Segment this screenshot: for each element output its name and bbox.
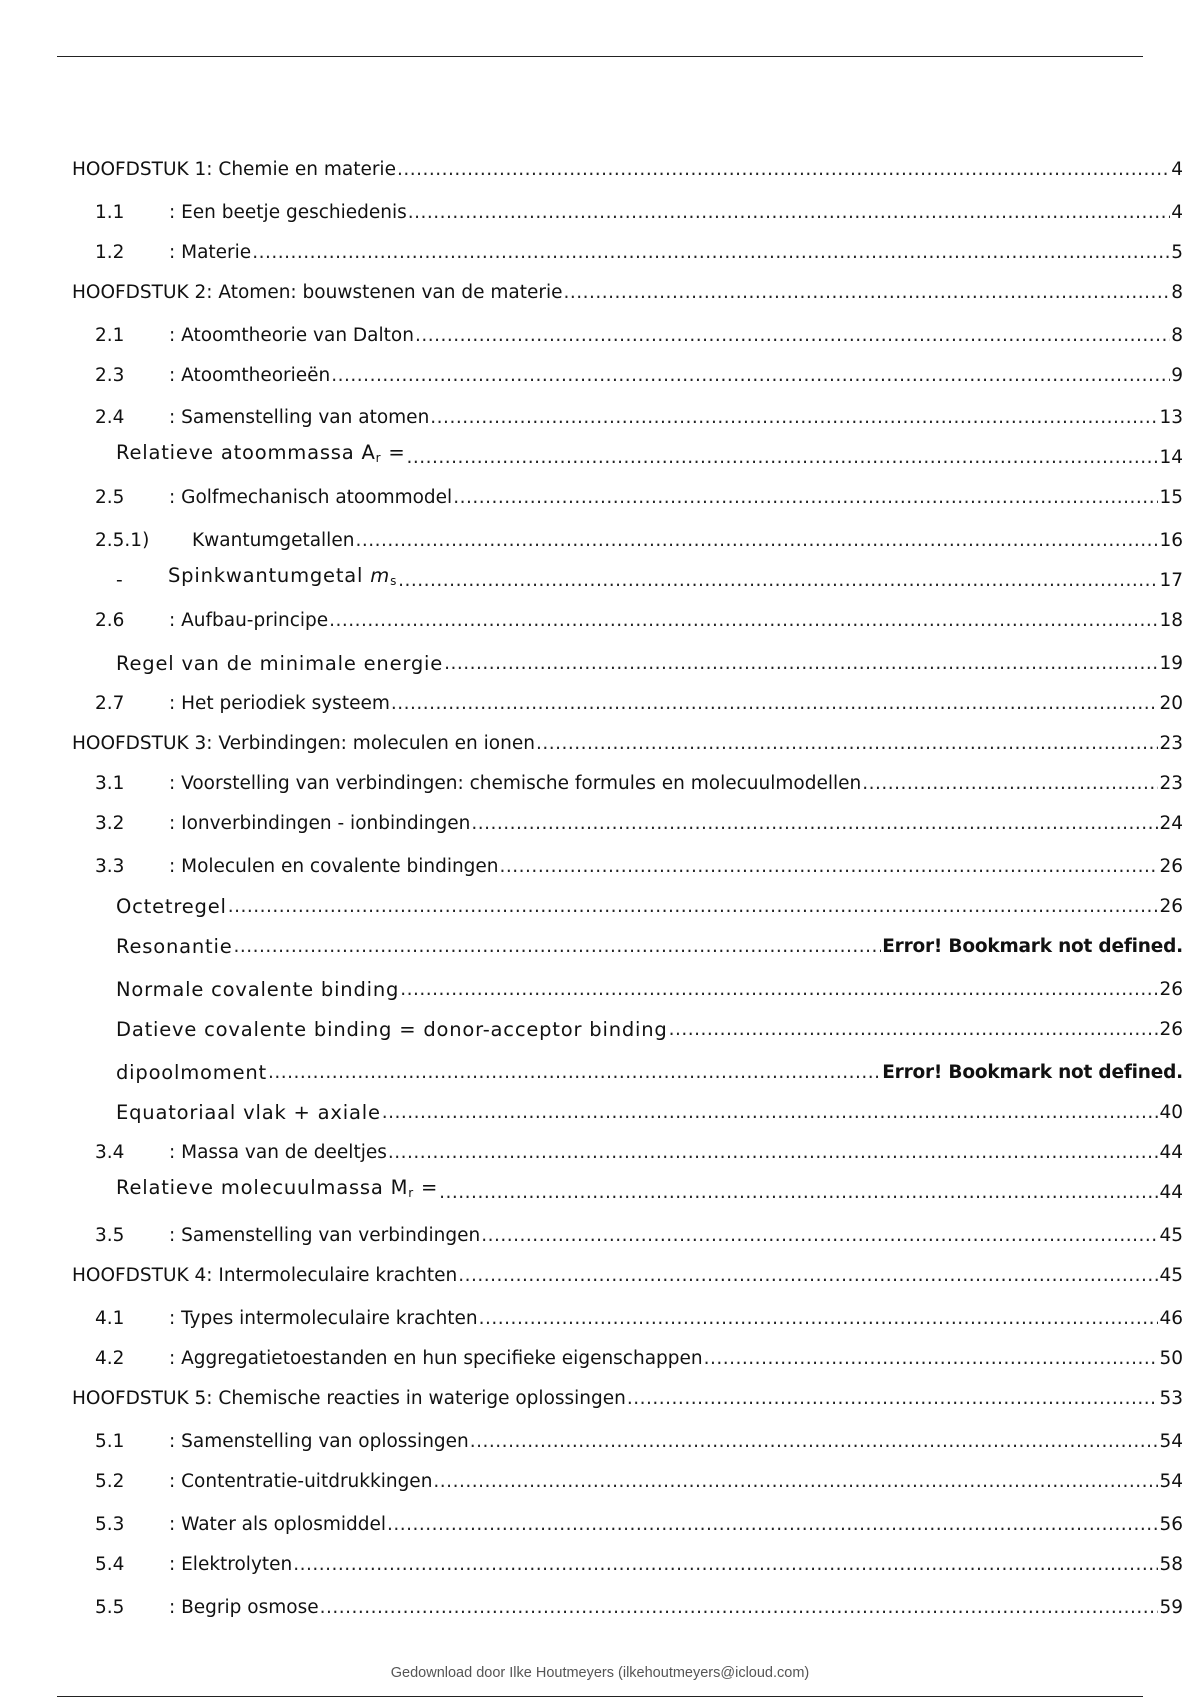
toc-page-number: 20	[1159, 693, 1183, 714]
toc-entry-symbol: m	[370, 564, 391, 587]
toc-entry[interactable]	[0, 358, 1200, 388]
toc-entry-title	[169, 855, 499, 879]
toc-error-message: Error! Bookmark not defined.	[882, 1062, 1183, 1083]
toc-entry-title-text: : Aufbau-principe	[169, 610, 329, 631]
toc-entry-number: 3.3	[95, 856, 125, 877]
toc-entry-number: 5.2	[95, 1471, 125, 1492]
toc-entry-title	[169, 324, 414, 348]
toc-entry-title	[169, 1224, 480, 1248]
toc-entry-title	[72, 158, 396, 182]
toc-entry-number: 2.5.1)	[95, 530, 150, 551]
toc-dot-leader	[439, 1181, 1158, 1205]
toc-page-number: 4	[1171, 159, 1183, 180]
toc-entry-title-text: : Water als oplosmiddel	[169, 1514, 387, 1535]
toc-entry[interactable]	[0, 523, 1200, 553]
toc-entry[interactable]	[0, 480, 1200, 510]
toc-entry-title-text: : Elektrolyten	[169, 1554, 293, 1575]
toc-entry-title	[169, 364, 330, 388]
toc-entry[interactable]	[0, 152, 1200, 182]
toc-entry[interactable]	[0, 440, 1200, 470]
toc-entry-title-text: Resonantie	[116, 935, 233, 958]
toc-dot-leader	[398, 569, 1158, 593]
footer-rule	[57, 1696, 1143, 1697]
toc-entry[interactable]	[0, 195, 1200, 225]
toc-entry-number: 2.4	[95, 407, 125, 428]
toc-entry-title-text: : Atoomtheorie van Dalton	[169, 325, 414, 346]
toc-page-number: 5	[1171, 242, 1183, 263]
toc-entry[interactable]	[0, 1258, 1200, 1288]
toc-entry-title-text: dipoolmoment	[116, 1061, 267, 1084]
toc-dot-leader	[563, 281, 1170, 305]
toc-page-number: 23	[1159, 733, 1183, 754]
toc-page-number: 8	[1171, 325, 1183, 346]
toc-entry-title	[169, 241, 251, 265]
toc-page-number: 45	[1159, 1225, 1183, 1246]
toc-page-number: 26	[1159, 856, 1183, 877]
toc-entry-title-text: : Samenstelling van atomen	[169, 407, 430, 428]
toc-entry-title	[169, 812, 470, 836]
toc-entry-title-text: Spinkwantumgetal	[168, 564, 371, 587]
toc-entry[interactable]	[0, 929, 1200, 959]
toc-entry-title	[169, 201, 407, 225]
toc-dot-leader	[458, 1264, 1158, 1288]
toc-entry-title-text: HOOFDSTUK 4: Intermoleculaire krachten	[72, 1265, 458, 1286]
toc-entry-title	[169, 1141, 387, 1165]
toc-entry-title-text: : Atoomtheorieën	[169, 365, 331, 386]
toc-entry-number: 3.2	[95, 813, 125, 834]
toc-entry-title	[169, 486, 452, 510]
toc-entry-number: 5.3	[95, 1514, 125, 1535]
toc-entry-title-text: : Het periodiek systeem	[169, 693, 390, 714]
toc-entry[interactable]	[0, 563, 1200, 593]
toc-dot-leader	[329, 609, 1158, 633]
toc-entry-title-text: : Ionverbindingen - ionbindingen	[169, 813, 471, 834]
toc-page-number: 53	[1159, 1388, 1183, 1409]
toc-page-number: 15	[1159, 487, 1183, 508]
toc-page-number: 18	[1159, 610, 1183, 631]
toc-entry-title	[116, 978, 399, 1002]
toc-entry-title	[116, 1018, 668, 1042]
toc-entry-title-text: Equatoriaal vlak + axiale	[116, 1101, 381, 1124]
toc-entry-title	[116, 1061, 267, 1085]
toc-dot-leader	[536, 732, 1159, 756]
toc-entry-title-text: Regel van de minimale energie	[116, 652, 444, 675]
toc-entry-title-text: : Voorstelling van verbindingen: chemische formules en molecuulmodellen	[169, 773, 862, 794]
toc-entry-title-text: Normale covalente binding	[116, 978, 400, 1001]
toc-dot-leader	[387, 1513, 1158, 1537]
toc-entry-number: 4.2	[95, 1348, 125, 1369]
toc-entry-title-text: HOOFDSTUK 2: Atomen: bouwstenen van de materie	[72, 282, 563, 303]
toc-page-number: 44	[1159, 1142, 1183, 1163]
toc-entry-number: 5.4	[95, 1554, 125, 1575]
toc-entry-number: 3.1	[95, 773, 125, 794]
toc-entry[interactable]	[0, 400, 1200, 430]
toc-page-number: 19	[1159, 653, 1183, 674]
toc-page-number: 26	[1159, 1019, 1183, 1040]
toc-entry-title	[169, 1347, 703, 1371]
toc-page-number: 14	[1159, 447, 1183, 468]
toc-entry[interactable]	[0, 1218, 1200, 1248]
toc-page-number: 13	[1159, 407, 1183, 428]
toc-dot-leader	[471, 812, 1158, 836]
toc-page-number: 9	[1171, 365, 1183, 386]
toc-entry-subscript: r	[408, 1186, 415, 1200]
toc-page-number: 16	[1159, 530, 1183, 551]
toc-entry-title-text: HOOFDSTUK 1: Chemie en materie	[72, 159, 396, 180]
toc-entry[interactable]	[0, 1175, 1200, 1205]
toc-entry-title	[116, 652, 443, 676]
toc-entry-number: -	[116, 570, 123, 591]
toc-dot-leader	[862, 772, 1158, 796]
toc-page-number: 46	[1159, 1308, 1183, 1329]
toc-dot-leader	[382, 1101, 1159, 1125]
toc-entry-title-text: : Materie	[169, 242, 252, 263]
toc-entry[interactable]	[0, 806, 1200, 836]
toc-entry[interactable]	[0, 603, 1200, 633]
toc-dot-leader	[252, 241, 1170, 265]
toc-entry-title	[169, 1596, 319, 1620]
toc-page-number: 58	[1159, 1554, 1183, 1575]
toc-entry-number: 5.5	[95, 1597, 125, 1618]
toc-entry-title	[169, 406, 429, 430]
toc-entry-title-text: HOOFDSTUK 3: Verbindingen: moleculen en ionen	[72, 733, 535, 754]
toc-entry-title	[72, 1387, 626, 1411]
toc-dot-leader	[408, 201, 1170, 225]
toc-page-number: 4	[1171, 202, 1183, 223]
toc-dot-leader	[391, 692, 1159, 716]
toc-entry[interactable]	[0, 1424, 1200, 1454]
toc-entry[interactable]	[0, 1381, 1200, 1411]
toc-entry-title	[116, 441, 406, 470]
toc-entry-number: 3.5	[95, 1225, 125, 1246]
toc-page-number: 56	[1159, 1514, 1183, 1535]
toc-page-number: 40	[1159, 1102, 1183, 1123]
toc-entry-suffix: =	[381, 441, 406, 464]
toc-entry-title-text: : Een beetje geschiedenis	[169, 202, 407, 223]
toc-dot-leader	[407, 446, 1159, 470]
toc-entry[interactable]	[0, 235, 1200, 265]
toc-page-number: 17	[1159, 570, 1183, 591]
toc-dot-leader	[669, 1018, 1159, 1042]
toc-entry-title	[169, 609, 328, 633]
toc-entry-title-text: Octetregel	[116, 895, 227, 918]
toc-entry[interactable]	[0, 1301, 1200, 1331]
toc-entry-title-text: : Samenstelling van oplossingen	[169, 1431, 469, 1452]
toc-entry[interactable]	[0, 275, 1200, 305]
toc-dot-leader	[331, 364, 1170, 388]
toc-entry-title-text: : Golfmechanisch atoommodel	[169, 487, 453, 508]
toc-page-number: 54	[1159, 1471, 1183, 1492]
toc-entry-title-text: : Contentratie-uitdrukkingen	[169, 1471, 433, 1492]
toc-entry-title	[116, 1101, 381, 1125]
toc-page-number: 24	[1159, 813, 1183, 834]
toc-dot-leader	[388, 1141, 1159, 1165]
download-footer: Gedownload door Ilke Houtmeyers (ilkehoutmeyers@icloud.com)	[390, 1665, 810, 1681]
toc-dot-leader	[293, 1553, 1158, 1577]
toc-dot-leader	[430, 406, 1158, 430]
toc-entry-title-text: Relatieve atoommassa A	[116, 441, 376, 464]
toc-entry[interactable]	[0, 889, 1200, 919]
toc-entry[interactable]	[0, 972, 1200, 1002]
toc-entry[interactable]	[0, 1012, 1200, 1042]
toc-entry-subscript: r	[375, 451, 382, 465]
toc-page-number: 44	[1159, 1182, 1183, 1203]
toc-entry-title	[169, 772, 861, 796]
toc-entry-title-text: Datieve covalente binding = donor-acceptor binding	[116, 1018, 668, 1041]
toc-error-message: Error! Bookmark not defined.	[882, 936, 1183, 957]
toc-entry-title-text: : Moleculen en covalente bindingen	[169, 856, 499, 877]
toc-page-number: 59	[1159, 1597, 1183, 1618]
toc-entry-title-text: : Massa van de deeltjes	[169, 1142, 387, 1163]
toc-entry-title	[72, 281, 562, 305]
toc-entry-number: 4.1	[95, 1308, 125, 1329]
toc-entry-number: 2.7	[95, 693, 125, 714]
toc-entry[interactable]	[0, 1547, 1200, 1577]
toc-entry[interactable]	[0, 1135, 1200, 1165]
toc-page-number: 8	[1171, 282, 1183, 303]
toc-entry-title	[169, 1307, 478, 1331]
toc-page-number: 23	[1159, 773, 1183, 794]
toc-dot-leader	[470, 1430, 1159, 1454]
toc-entry-title-text: : Aggregatietoestanden en hun specifieke eigenschappen	[169, 1348, 703, 1369]
toc-entry-suffix: =	[414, 1176, 439, 1199]
toc-entry-number: 2.1	[95, 325, 125, 346]
toc-dot-leader	[433, 1470, 1158, 1494]
toc-entry[interactable]	[0, 726, 1200, 756]
toc-dot-leader	[704, 1347, 1159, 1371]
toc-entry-subscript: s	[390, 574, 398, 588]
toc-entry-number: 3.4	[95, 1142, 125, 1163]
toc-entry-title	[72, 732, 535, 756]
toc-entry[interactable]	[0, 318, 1200, 348]
toc-entry[interactable]	[0, 1464, 1200, 1494]
toc-page-number: 54	[1159, 1431, 1183, 1452]
toc-entry-title	[168, 564, 397, 593]
toc-entry[interactable]	[0, 1055, 1200, 1085]
toc-dot-leader	[415, 324, 1170, 348]
toc-entry-title	[116, 895, 227, 919]
toc-dot-leader	[444, 652, 1158, 676]
toc-dot-leader	[228, 895, 1159, 919]
toc-page-number: 26	[1159, 979, 1183, 1000]
toc-entry-title-text: : Types intermoleculaire krachten	[169, 1308, 478, 1329]
toc-entry-title-text: HOOFDSTUK 5: Chemische reacties in waterige oplossingen	[72, 1388, 626, 1409]
toc-entry-number: 1.2	[95, 242, 125, 263]
toc-entry-title-text: : Samenstelling van verbindingen	[169, 1225, 481, 1246]
toc-entry-number: 1.1	[95, 202, 125, 223]
toc-entry[interactable]	[0, 686, 1200, 716]
toc-entry-title	[116, 1176, 438, 1205]
toc-dot-leader	[481, 1224, 1158, 1248]
toc-entry-title-text: Relatieve molecuulmassa M	[116, 1176, 409, 1199]
toc-dot-leader	[400, 978, 1158, 1002]
toc-entry-number: 2.5	[95, 487, 125, 508]
toc-entry-title-text: : Begrip osmose	[169, 1597, 319, 1618]
toc-entry[interactable]	[0, 1507, 1200, 1537]
toc-entry-title	[169, 692, 390, 716]
toc-entry-title	[169, 1430, 469, 1454]
toc-dot-leader	[268, 1061, 881, 1085]
toc-entry[interactable]	[0, 646, 1200, 676]
toc-entry[interactable]	[0, 766, 1200, 796]
toc-entry-title	[169, 1513, 386, 1537]
toc-entry[interactable]	[0, 1341, 1200, 1371]
toc-page-number: 45	[1159, 1265, 1183, 1286]
toc-dot-leader	[234, 935, 882, 959]
toc-dot-leader	[355, 529, 1158, 553]
toc-dot-leader	[627, 1387, 1159, 1411]
toc-entry-title	[169, 1470, 432, 1494]
toc-page-number: 50	[1159, 1348, 1183, 1369]
toc-entry-title-text: Kwantumgetallen	[192, 530, 355, 551]
toc-dot-leader	[453, 486, 1158, 510]
toc-entry[interactable]	[0, 849, 1200, 879]
toc-entry-title	[116, 935, 233, 959]
toc-entry[interactable]	[0, 1095, 1200, 1125]
toc-dot-leader	[500, 855, 1159, 879]
toc-entry-title	[72, 1264, 457, 1288]
toc-entry-number: 2.3	[95, 365, 125, 386]
toc-entry[interactable]	[0, 1590, 1200, 1620]
toc-dot-leader	[479, 1307, 1159, 1331]
toc-entry-number: 2.6	[95, 610, 125, 631]
toc-entry-title	[192, 529, 354, 553]
toc-entry-title	[169, 1553, 292, 1577]
toc-dot-leader	[320, 1596, 1159, 1620]
header-rule	[57, 56, 1143, 57]
toc-dot-leader	[397, 158, 1170, 182]
toc-page-number: 26	[1159, 896, 1183, 917]
toc-entry-number: 5.1	[95, 1431, 125, 1452]
